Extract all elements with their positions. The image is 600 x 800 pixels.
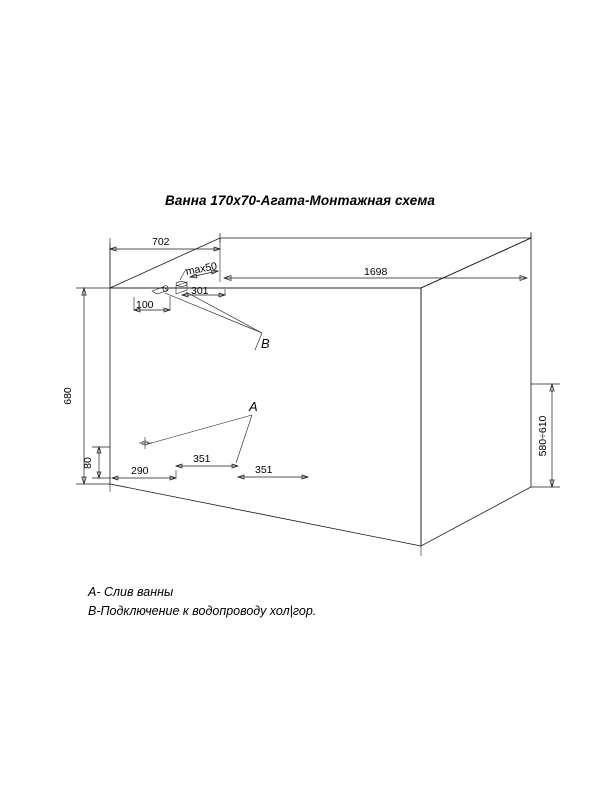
dimension-580-610 bbox=[531, 384, 560, 487]
dimension-label-580-610: 580÷610 bbox=[537, 415, 549, 457]
legend-item-b: В-Подключение к водопроводу хол|гор. bbox=[88, 604, 317, 618]
pipe-stub-left bbox=[152, 286, 168, 295]
dimension-label-351-second: 351 bbox=[255, 464, 273, 476]
bath-outline bbox=[110, 238, 531, 546]
water-connection-point-b bbox=[152, 282, 270, 351]
dimension-351-first bbox=[176, 453, 238, 468]
dimension-label-351-first: 351 bbox=[193, 453, 211, 465]
dimension-80 bbox=[82, 447, 110, 478]
legend bbox=[88, 583, 316, 621]
dimension-301 bbox=[182, 285, 225, 297]
dimension-label-1698: 1698 bbox=[364, 266, 388, 278]
dimension-label-290: 290 bbox=[131, 465, 149, 477]
dimension-label-100: 100 bbox=[136, 299, 154, 311]
dimension-label-680: 680 bbox=[62, 387, 74, 405]
page-title: Ванна 170х70-Агата-Монтажная схема bbox=[164, 193, 436, 208]
dimension-290 bbox=[112, 465, 176, 480]
dimension-label-702: 702 bbox=[152, 236, 170, 248]
dimension-100 bbox=[134, 296, 170, 312]
point-label-b: В bbox=[261, 336, 270, 351]
point-label-a: А bbox=[249, 399, 258, 414]
legend-item-a: А- Слив ванны bbox=[88, 585, 174, 599]
dimension-label-301: 301 bbox=[191, 285, 209, 297]
dimension-1698 bbox=[220, 233, 531, 281]
extension-lines bbox=[110, 232, 531, 556]
dimension-351-second bbox=[238, 464, 308, 479]
dimension-label-max50: max50 bbox=[184, 260, 219, 278]
dimension-max50 bbox=[180, 260, 218, 280]
dimension-label-80: 80 bbox=[82, 457, 94, 469]
dimension-680 bbox=[62, 288, 110, 484]
